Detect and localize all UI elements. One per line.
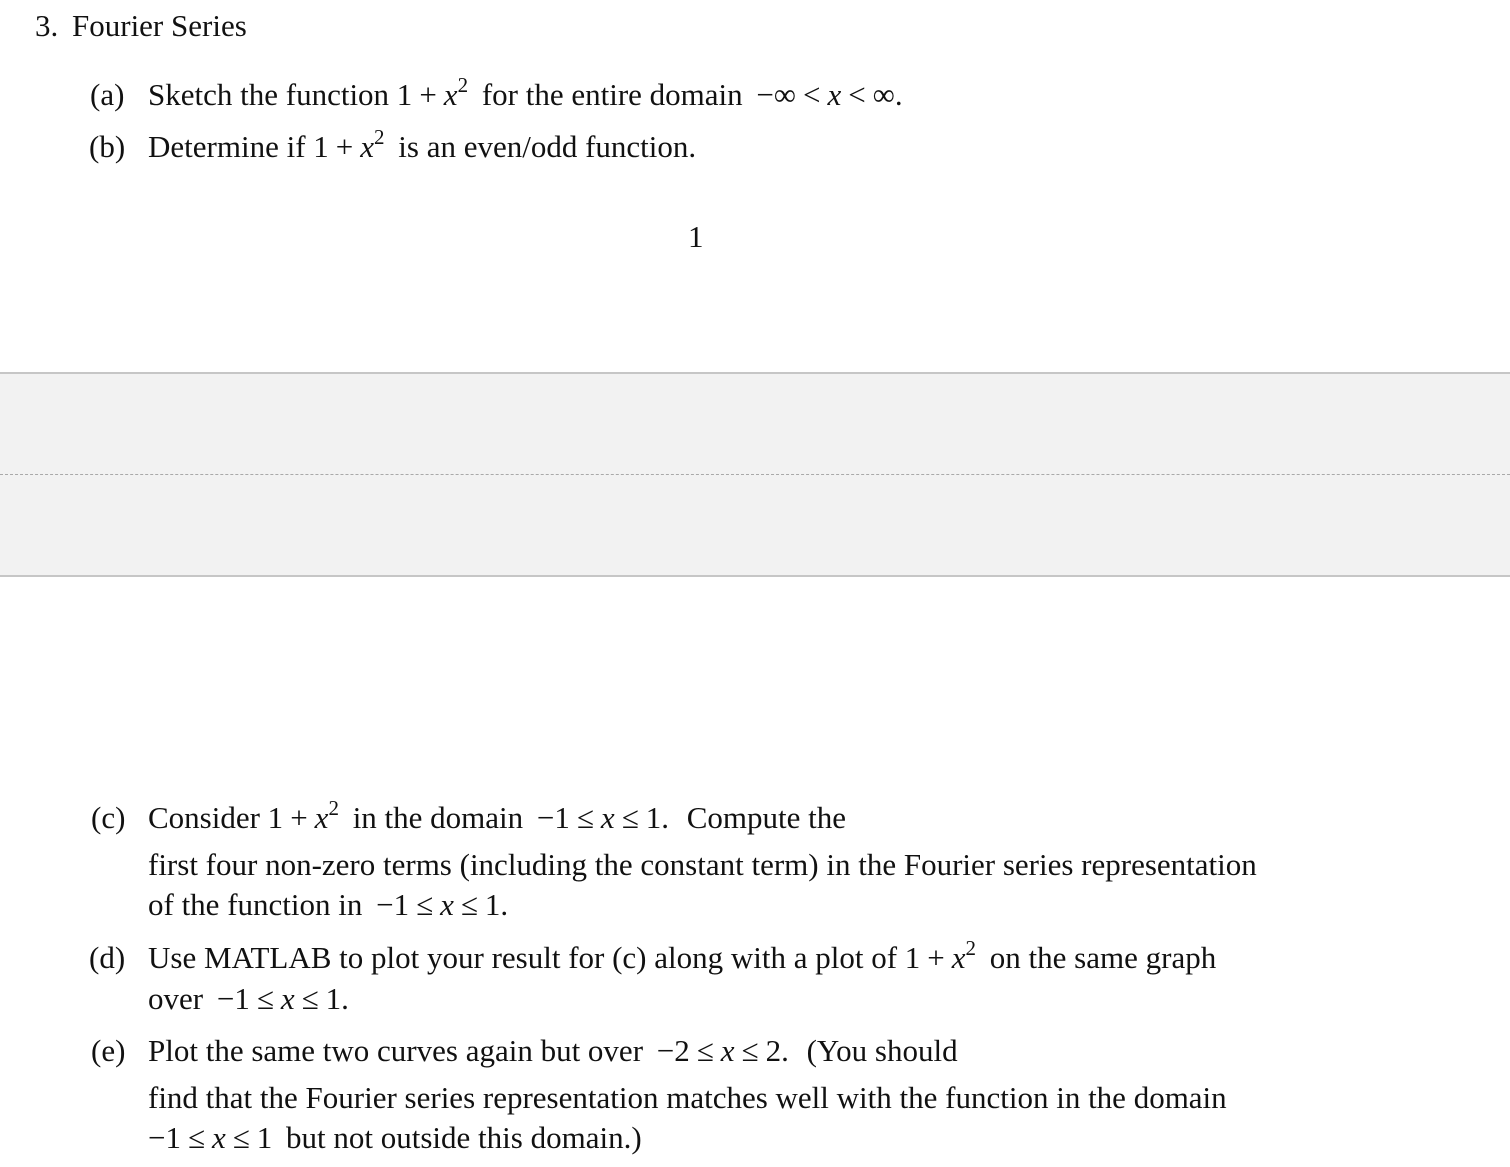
math-var-x: x — [951, 940, 966, 975]
less-than: < — [848, 77, 866, 112]
math-var-x: x — [443, 77, 458, 112]
math-var-x: x — [827, 77, 842, 112]
part-e-text-1: Plot the same two curves again but over — [148, 1033, 644, 1068]
part-c-text-1: Consider 1 — [148, 800, 284, 835]
math-var-x: x — [600, 800, 615, 835]
domain-upper: 2. — [765, 1033, 789, 1068]
math-var-x: x — [360, 129, 375, 164]
domain-upper: ∞. — [872, 77, 903, 112]
math-var-x: x — [440, 887, 454, 922]
part-a-text-1: Sketch the function 1 — [148, 77, 413, 112]
page-number: 1 — [688, 219, 704, 254]
part-c-label: (c) — [91, 800, 126, 835]
domain-lower: −1 — [536, 800, 570, 835]
part-d-label: (d) — [89, 940, 126, 975]
domain-lower: −1 — [216, 981, 250, 1016]
domain-lower: −2 — [656, 1033, 690, 1068]
section-number: 3. — [35, 8, 59, 43]
exponent: 2 — [457, 72, 469, 97]
exponent: 2 — [965, 935, 977, 960]
domain-upper: 1. — [325, 981, 349, 1016]
part-e-line-3-text: but not outside this domain.) — [286, 1120, 642, 1155]
domain-lower: −∞ — [756, 77, 796, 112]
less-equal: ≤ — [460, 887, 478, 922]
domain-lower: −1 — [376, 887, 410, 922]
plus-sign: + — [419, 77, 437, 112]
part-a-text-2: for the entire domain — [481, 77, 743, 112]
part-b-label: (b) — [89, 129, 126, 164]
part-c-line-2: first four non-zero terms (including the constant term) in the Fourier series representation — [148, 847, 1257, 882]
plus-sign: + — [335, 129, 354, 164]
less-equal: ≤ — [696, 1033, 714, 1068]
less-equal: ≤ — [576, 800, 594, 835]
less-equal: ≤ — [621, 800, 639, 835]
page-separator — [0, 372, 1510, 577]
part-b-text-2: is an even/odd function. — [398, 129, 697, 164]
part-e-text-2: (You should — [806, 1033, 958, 1068]
less-equal: ≤ — [187, 1120, 205, 1155]
part-a-label: (a) — [90, 77, 125, 112]
part-d-line-1 — [148, 935, 1217, 975]
part-c-line-3 — [148, 889, 508, 920]
less-equal: ≤ — [301, 981, 319, 1016]
math-var-x: x — [212, 1120, 226, 1155]
less-equal: ≤ — [741, 1033, 759, 1068]
plus-sign: + — [927, 940, 945, 975]
less-equal: ≤ — [256, 981, 274, 1016]
part-e-label: (e) — [91, 1033, 126, 1068]
part-e-line-3 — [148, 1122, 642, 1153]
domain-lower: −1 — [148, 1120, 181, 1155]
less-than: < — [802, 77, 821, 112]
part-c-text-2: in the domain — [352, 800, 524, 835]
part-a-text — [148, 72, 903, 112]
part-e-line-1 — [148, 1035, 958, 1066]
part-c-line-3-text: of the function in — [148, 887, 363, 922]
less-equal: ≤ — [416, 887, 434, 922]
part-e-line-2: find that the Fourier series representation matches well with the function in the domain — [148, 1080, 1227, 1115]
part-b-text — [148, 124, 697, 164]
part-c-line-1 — [148, 795, 846, 835]
part-d-line-2 — [148, 983, 349, 1014]
math-var-x: x — [314, 800, 329, 835]
domain-upper: 1. — [484, 887, 509, 922]
domain-upper: 1 — [256, 1120, 273, 1155]
part-d-text-1: Use MATLAB to plot your result for (c) along with a plot of 1 — [148, 940, 921, 975]
part-d-text-2: on the same graph — [989, 940, 1217, 975]
exponent: 2 — [328, 795, 339, 820]
part-d-line-2-text: over — [148, 981, 204, 1016]
plus-sign: + — [290, 800, 308, 835]
domain-upper: 1. — [645, 800, 669, 835]
section-heading — [35, 10, 247, 41]
part-b-text-1: Determine if 1 — [148, 129, 329, 164]
math-var-x: x — [280, 981, 295, 1016]
math-var-x: x — [720, 1033, 735, 1068]
less-equal: ≤ — [232, 1120, 250, 1155]
part-c-text-3: Compute the — [686, 800, 846, 835]
section-title: Fourier Series — [72, 8, 247, 43]
page-separator-dashed-line — [0, 474, 1510, 475]
exponent: 2 — [374, 124, 385, 149]
